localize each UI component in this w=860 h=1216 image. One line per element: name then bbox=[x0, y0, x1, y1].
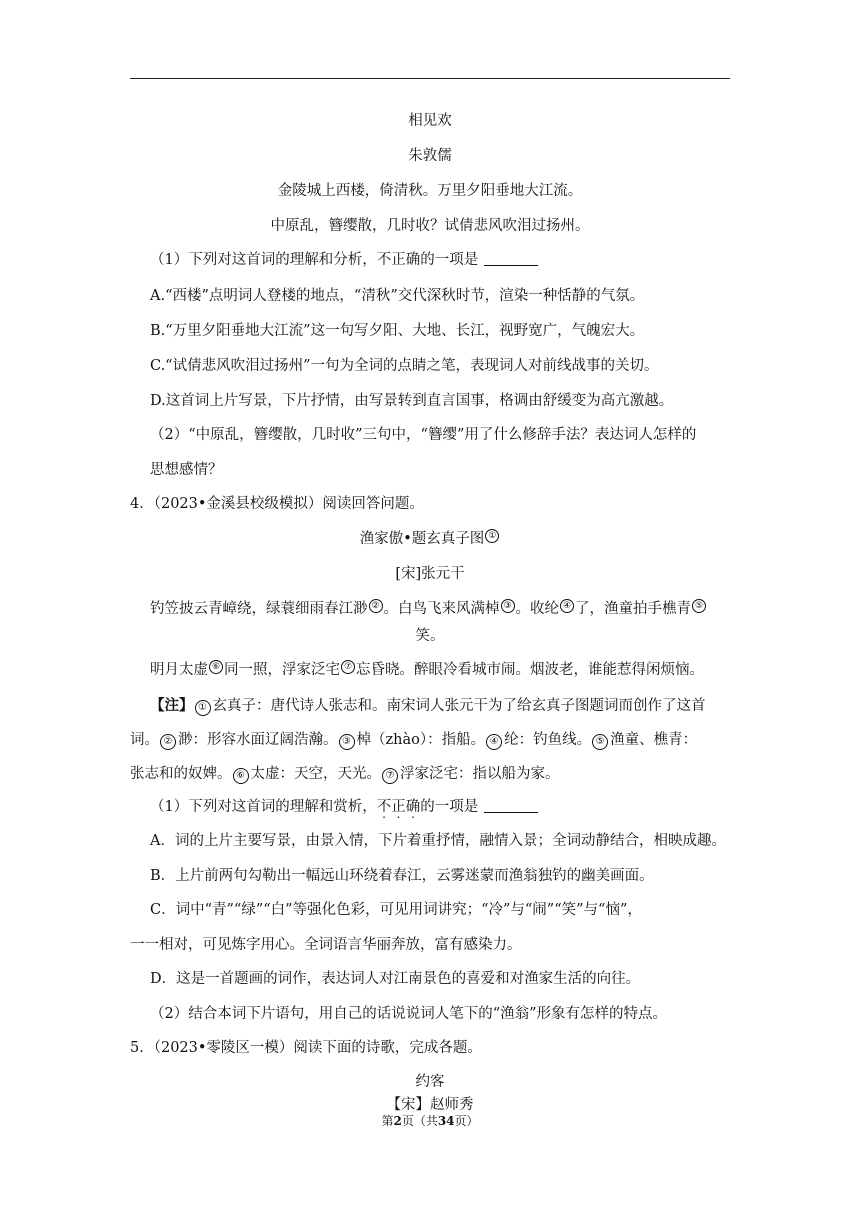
note-mark: ④ bbox=[560, 599, 574, 613]
emphasis-char: 确 bbox=[405, 799, 421, 815]
note-number: ⑦ bbox=[382, 768, 398, 784]
q4-poem-line1-end: 笑。 bbox=[415, 628, 445, 644]
q3-option-d: D.这首词上片写景，下片抒情，由写景转到直言国事，格调由舒缓变为高亢激越。 bbox=[150, 393, 674, 409]
note-mark: ③ bbox=[501, 599, 515, 613]
emphasis-char: 不 bbox=[376, 799, 392, 815]
q4-poem-line2: 明月太虚 ⑥ 同一照，浮家泛宅 ⑦ 忘昏晓。醉眼冷看城市闹。烟波老，谁能惹得闲烦恼。 bbox=[150, 662, 704, 678]
note-mark: ⑤ bbox=[692, 599, 706, 613]
q4-option-a: A．词的上片主要写景，由景入情，下片着重抒情，融情入景；全词动静结合，相映成趣。 bbox=[150, 833, 726, 849]
q4-option-c-line1: C．词中“青”“绿”“白”等强化色彩，可见用词讲究；“冷”与“闹”“笑”与“恼”， bbox=[150, 902, 642, 918]
q4-header: 4．（2023•金溪县校级模拟）阅读回答问题。 bbox=[130, 496, 424, 512]
q3-option-c: C.“试倩悲风吹泪过扬州”一句为全词的点睛之笔，表现词人对前线战事的关切。 bbox=[150, 358, 659, 374]
header-rule bbox=[130, 78, 730, 79]
q3-option-b: B.“万里夕阳垂地大江流”这一句写夕阳、大地、长江，视野宽广，气魄宏大。 bbox=[150, 323, 645, 339]
q5-header: 5．（2023•零陵区一模）阅读下面的诗歌，完成各题。 bbox=[130, 1040, 482, 1056]
q4-note-line3: 张志和的奴婢。 ⑥ 太虚：天空，天光。 ⑦ 浮家泛宅：指以船为家。 bbox=[130, 766, 560, 782]
answer-blank bbox=[484, 251, 538, 266]
answer-blank bbox=[484, 798, 538, 813]
q4-note-line2: 词。 ② 渺：形容水面辽阔浩瀚。 ③ 棹（zhào）：指船。 ④ 纶：钓鱼线。 ⑤ 渔童、樵青： bbox=[130, 732, 698, 748]
q3-sub1: （1）下列对这首词的理解和分析，不正确的一项是 bbox=[150, 250, 538, 270]
q5-poem-title: 约客 bbox=[415, 1074, 445, 1090]
note-mark: ⑦ bbox=[341, 660, 355, 674]
page-footer: 第2页（共34页） bbox=[381, 1114, 479, 1128]
poem1-author: 朱敦儒 bbox=[408, 148, 452, 164]
q3-sub2-line2: 思想感情？ bbox=[150, 462, 223, 478]
q5-poem-author: 【宋】赵师秀 bbox=[386, 1097, 474, 1113]
note-mark: ⑥ bbox=[209, 660, 223, 674]
q3-option-a: A.“西楼”点明词人登楼的地点，“清秋”交代深秋时节，渲染一种恬静的气氛。 bbox=[150, 288, 645, 304]
page-total: 34 bbox=[437, 1114, 455, 1128]
q4-sub2: （2）结合本词下片语句，用自己的话说说词人笔下的“渔翁”形象有怎样的特点。 bbox=[150, 1006, 668, 1022]
note-number: ⑥ bbox=[233, 768, 249, 784]
q4-poem-author: [宋]张元干 bbox=[395, 566, 465, 582]
q4-option-c-line2: 一一相对，可见炼字用心。全词语言华丽奔放，富有感染力。 bbox=[130, 937, 522, 953]
note-number: ⑤ bbox=[592, 734, 608, 750]
note-mark: ② bbox=[369, 599, 383, 613]
note-number: ② bbox=[160, 734, 176, 750]
note-number: ③ bbox=[339, 734, 355, 750]
poem1-line2: 中原乱，簪缨散，几时收？试倩悲风吹泪过扬州。 bbox=[270, 218, 590, 234]
page-number: 2 bbox=[393, 1114, 402, 1128]
q4-sub1: （1）下列对这首词的理解和赏析，不正确的一项是 bbox=[150, 797, 538, 817]
q4-poem-line1: 钓笠披云青嶂绕，绿蓑细雨春江渺 ② 。白鸟飞来风满棹 ③ 。收纶 ④ 了，渔童拍手樵青 ⑤ bbox=[150, 599, 707, 619]
emphasis-char: 正 bbox=[391, 799, 406, 815]
q3-sub2-line1: （2）“中原乱，簪缨散，几时收”三句中，“簪缨”用了什么修辞手法？表达词人怎样的 bbox=[150, 427, 697, 443]
poem1-line1: 金陵城上西楼，倚清秋。万里夕阳垂地大江流。 bbox=[277, 183, 583, 199]
q4-option-d: D．这是一首题画的词作，表达词人对江南景色的喜爱和对渔家生活的向往。 bbox=[150, 971, 641, 987]
q4-poem-title: 渔家傲•题玄真子图 ① bbox=[130, 529, 730, 549]
q4-note-line1: 【注】 ① 玄真子：唐代诗人张志和。南宋词人张元干为了给玄真子图题词而创作了这首 bbox=[150, 697, 706, 714]
note-number: ④ bbox=[486, 734, 502, 750]
note-number: ① bbox=[195, 700, 211, 716]
poem1-title: 相见欢 bbox=[408, 113, 452, 129]
q4-option-b: B．上片前两句勾勒出一幅远山环绕着春江，云雾迷蒙而渔翁独钓的幽美画面。 bbox=[150, 868, 654, 884]
note-mark: ① bbox=[485, 529, 499, 543]
